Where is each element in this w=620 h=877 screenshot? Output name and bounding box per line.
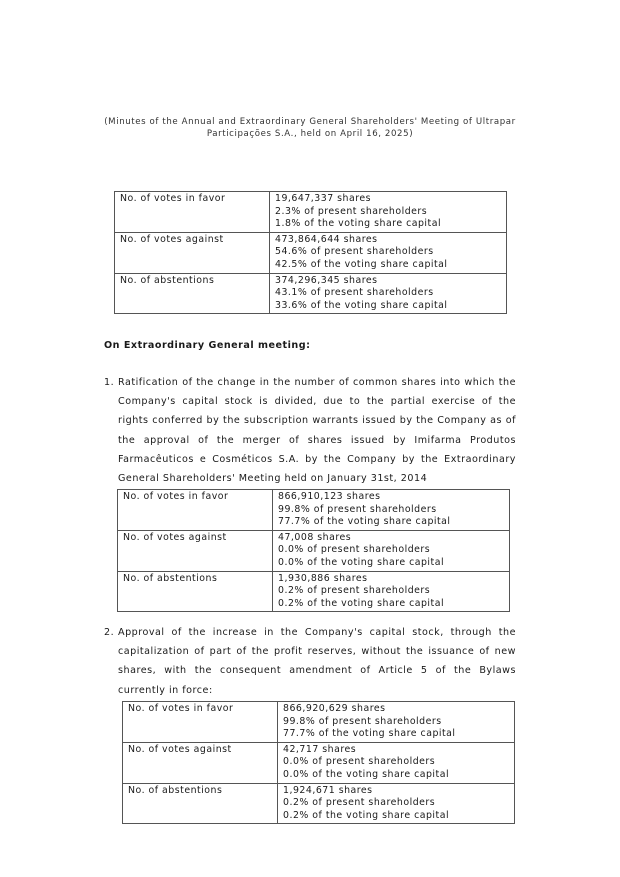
present-pct: 0.2% of present shareholders	[278, 585, 431, 597]
row-values	[273, 530, 510, 571]
capital-pct: 0.0% of the voting share capital	[283, 768, 450, 780]
votes-table-3	[122, 701, 515, 824]
item-text: Ratification of the change in the number of common shares into which the Company's capital stock is divided, due to the partial exercise of the rights conferred by the subscription warrants issued by the Company as of the approval of the merger of shares issued by Imifarma Produtos Farmacêuticos e Cosméticos S.A. by the Company by the Extraordinary General Shareholders' Meeting held on January 31st, 2014	[118, 377, 516, 485]
row-label: No. of votes in favor	[115, 192, 270, 233]
present-pct: 99.8% of present shareholders	[278, 503, 437, 515]
row-label: No. of abstentions	[118, 571, 273, 612]
row-values	[278, 783, 515, 824]
table-row-favor	[123, 702, 515, 743]
shares-value: 19,647,337 shares	[275, 193, 372, 204]
capital-pct: 33.6% of the voting share capital	[275, 299, 448, 311]
row-label: No. of abstentions	[123, 783, 278, 824]
row-label: No. of votes against	[118, 530, 273, 571]
table-row-abstentions	[123, 783, 515, 824]
shares-value: 42,717 shares	[283, 743, 357, 755]
shares-value: 374,296,345 shares	[275, 274, 378, 286]
present-pct: 99.8% of present shareholders	[283, 715, 442, 727]
table-row-abstentions	[118, 571, 510, 612]
table-row-against	[123, 742, 515, 783]
capital-pct: 0.0% of the voting share capital	[278, 556, 445, 568]
capital-pct: 1.8% of the voting share capital	[275, 218, 442, 230]
header-line-2: Participações S.A., held on April 16, 2025)	[206, 129, 414, 139]
present-pct: 0.0% of present shareholders	[283, 756, 436, 768]
section-title: On Extraordinary General meeting:	[104, 340, 311, 351]
table-row-against	[118, 530, 510, 571]
capital-pct: 0.2% of the voting share capital	[283, 809, 450, 821]
row-values	[278, 702, 515, 743]
capital-pct: 77.7% of the voting share capital	[278, 516, 451, 528]
row-label: No. of votes in favor	[118, 490, 273, 531]
shares-value: 47,008 shares	[278, 531, 352, 543]
row-label: No. of votes against	[115, 232, 270, 273]
minutes-header	[80, 116, 540, 140]
present-pct: 0.2% of present shareholders	[283, 797, 436, 809]
capital-pct: 42.5% of the voting share capital	[275, 258, 448, 270]
agenda-item-1	[104, 373, 516, 488]
table-row-against	[115, 232, 507, 273]
row-label: No. of votes in favor	[123, 702, 278, 743]
shares-value: 1,930,886 shares	[278, 572, 368, 584]
row-label: No. of abstentions	[115, 273, 270, 314]
row-label: No. of votes against	[123, 742, 278, 783]
item-number: 2.	[104, 627, 115, 638]
row-values	[270, 232, 507, 273]
present-pct: 54.6% of present shareholders	[275, 246, 434, 258]
table-row-abstentions	[115, 273, 507, 314]
shares-value: 473,864,644 shares	[275, 233, 378, 245]
capital-pct: 77.7% of the voting share capital	[283, 728, 456, 740]
row-values	[270, 192, 507, 233]
row-values	[273, 571, 510, 612]
agenda-item-2	[104, 623, 516, 700]
shares-value: 1,924,671 shares	[283, 784, 373, 796]
votes-table-1	[114, 191, 507, 314]
present-pct: 2.3% of present shareholders	[275, 205, 428, 217]
item-text: Approval of the increase in the Company's capital stock, through the capitalization of part of the profit reserves, without the issuance of new shares, with the consequent amendment of Article 5 of the Bylaws currently in force:	[118, 627, 516, 696]
table-row-favor	[115, 192, 507, 233]
present-pct: 0.0% of present shareholders	[278, 544, 431, 556]
votes-table-2	[117, 489, 510, 612]
present-pct: 43.1% of present shareholders	[275, 287, 434, 299]
capital-pct: 0.2% of the voting share capital	[278, 597, 445, 609]
shares-value: 866,920,629 shares	[283, 703, 386, 714]
table-row-favor	[118, 490, 510, 531]
header-line-1: (Minutes of the Annual and Extraordinary General Shareholders' Meeting of Ultrapar	[104, 117, 516, 127]
row-values	[278, 742, 515, 783]
shares-value: 866,910,123 shares	[278, 491, 381, 502]
row-values	[270, 273, 507, 314]
row-values	[273, 490, 510, 531]
item-number: 1.	[104, 377, 115, 388]
